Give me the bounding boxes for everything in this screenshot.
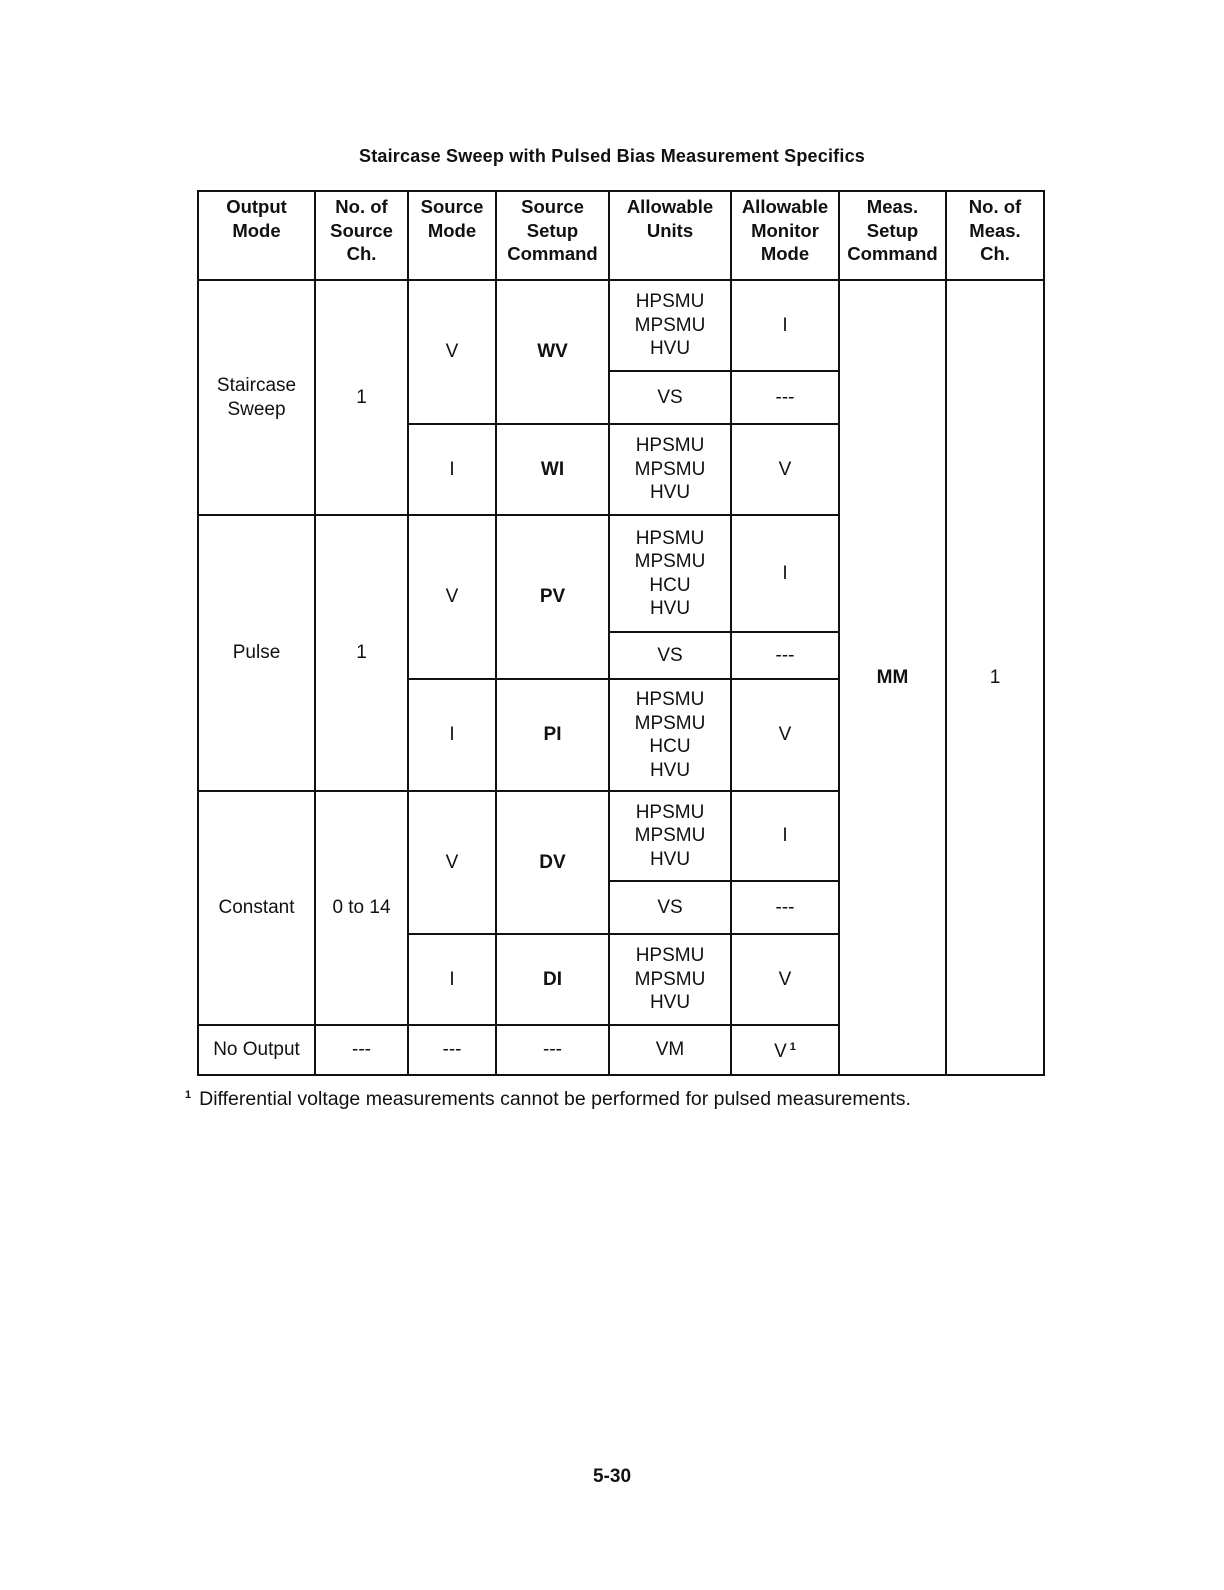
cell-monitor-mode: I (731, 515, 839, 632)
cell-source-mode: V (408, 280, 496, 424)
footnote-text: Differential voltage measurements cannot be performed for pulsed measurements. (199, 1088, 911, 1110)
cell-monitor-mode: --- (731, 881, 839, 934)
cell-no-source-ch: 1 (315, 280, 408, 515)
cell-source-command: PV (496, 515, 609, 679)
header-source-mode: Source Mode (408, 191, 496, 280)
cell-source-mode: --- (408, 1025, 496, 1075)
cell-allowable-units: VM (609, 1025, 731, 1075)
cell-monitor-mode: I (731, 791, 839, 881)
cell-source-mode: I (408, 679, 496, 791)
cell-allowable-units: HPSMU MPSMU HVU (609, 280, 731, 371)
header-no-source-ch: No. of Source Ch. (315, 191, 408, 280)
header-allowable-monitor-mode: Allowable Monitor Mode (731, 191, 839, 280)
header-meas-setup-command: Meas. Setup Command (839, 191, 946, 280)
cell-output-mode-no-output: No Output (198, 1025, 315, 1075)
header-row (198, 191, 1044, 280)
cell-allowable-units: VS (609, 632, 731, 679)
cell-source-mode: V (408, 791, 496, 934)
header-no-meas-ch: No. of Meas. Ch. (946, 191, 1044, 280)
cell-meas-setup-command: MM (839, 280, 946, 1075)
cell-monitor-mode: V (731, 679, 839, 791)
header-source-setup-command: Source Setup Command (496, 191, 609, 280)
cell-no-source-ch: --- (315, 1025, 408, 1075)
cell-no-meas-ch: 1 (946, 280, 1044, 1075)
cell-monitor-mode (731, 1025, 839, 1075)
cell-source-command: PI (496, 679, 609, 791)
table-row (198, 280, 1044, 371)
cell-source-command: --- (496, 1025, 609, 1075)
cell-allowable-units: HPSMU MPSMU HCU HVU (609, 679, 731, 791)
cell-allowable-units: VS (609, 881, 731, 934)
cell-source-command: DI (496, 934, 609, 1025)
footnote-marker: 1 (185, 1089, 192, 1101)
monitor-value: V (774, 1041, 787, 1063)
page-title: Staircase Sweep with Pulsed Bias Measurement Specifics (358, 146, 865, 166)
cell-allowable-units: HPSMU MPSMU HVU (609, 424, 731, 515)
cell-no-source-ch: 1 (315, 515, 408, 791)
cell-monitor-mode: --- (731, 371, 839, 424)
cell-allowable-units: HPSMU MPSMU HCU HVU (609, 515, 731, 632)
cell-source-command: DV (496, 791, 609, 934)
cell-monitor-mode: V (731, 424, 839, 515)
cell-monitor-mode: V (731, 934, 839, 1025)
cell-source-command: WI (496, 424, 609, 515)
cell-output-mode-pulse: Pulse (198, 515, 315, 791)
cell-allowable-units: HPSMU MPSMU HVU (609, 791, 731, 881)
cell-source-command: WV (496, 280, 609, 424)
cell-monitor-mode: I (731, 280, 839, 371)
measurement-specifics-table (197, 190, 1045, 1076)
footnote-reference: 1 (789, 1041, 796, 1054)
cell-monitor-mode: --- (731, 632, 839, 679)
cell-source-mode: I (408, 424, 496, 515)
cell-allowable-units: HPSMU MPSMU HVU (609, 934, 731, 1025)
footnote (185, 1088, 911, 1111)
cell-output-mode-constant: Constant (198, 791, 315, 1025)
page-number: 5-30 (592, 1466, 632, 1487)
cell-source-mode: V (408, 515, 496, 679)
header-allowable-units: Allowable Units (609, 191, 731, 280)
cell-allowable-units: VS (609, 371, 731, 424)
header-output-mode: Output Mode (198, 191, 315, 280)
cell-output-mode-staircase: Staircase Sweep (198, 280, 315, 515)
cell-no-source-ch: 0 to 14 (315, 791, 408, 1025)
cell-source-mode: I (408, 934, 496, 1025)
